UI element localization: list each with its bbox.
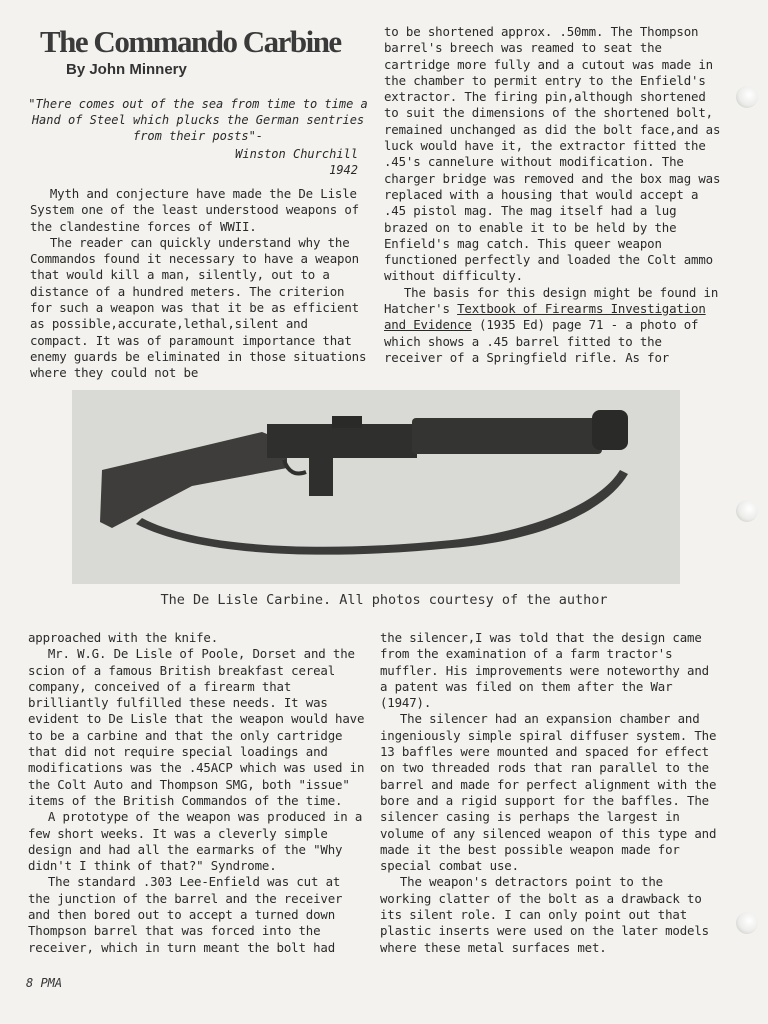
book-title: Textbook of Firearms Investigation and Evidence [384,301,706,333]
paragraph: approached with the knife. [28,630,219,645]
text-run: (1935 Ed) page 71 - a photo of which shows a .45 barrel fitted to the receiver of a Springfield rifle. As for [384,317,699,365]
text-run: The basis for this design might be found in Hatcher's [384,284,719,317]
epigraph-attribution [218,146,358,178]
right-column-bottom [380,630,720,956]
carbine-illustration [72,390,680,584]
muzzle-shape [592,410,628,450]
paragraph: Mr. W.G. De Lisle of Poole, Dorset and the scion of a famous British breakfast cereal company, conceived of a firearm that brilliantly fulfilled these needs. It was evident to De Lisle that the weapon would have to be a carbine and that the only cartridge that did not require special loadings and modifications was the .45ACP which was used in the Colt Auto and Thompson SMG, both "issue" items of the British Commandos of the time. [28,646,365,808]
paragraph: A prototype of the weapon was produced in a few short weeks. It was a cleverly simple design and had all the earmarks of the "Why didn't I think of that?" Syndrome. [28,809,363,874]
paragraph: to be shortened approx. .50mm. The Thompson barrel's breech was reamed to seat the cartridge more fully and a cutout was made in the chamber to permit entry to the Enfield's extractor. The firing pin,although shortened to suit the dimensions of the shortened bolt, remained unchanged as did the bolt face,and as luck would have it, the extractor fitted the .45's cannelure without modification. The charger bridge was removed and the box mag was replaced with a housing that would accept a .45 pistol mag. The mag itself had a lug brazed on to enable it to be held by the Enfield's mag catch. This queer weapon functioned perfectly and loaded the Colt ammo without difficulty. [384,24,721,284]
magazine-shape [309,456,333,496]
carbine-photo [72,390,680,584]
right-column-top [384,24,724,366]
epigraph-year: 1942 [329,163,358,177]
binder-hole [736,912,758,934]
silencer-shape [412,418,602,454]
bolt-shape [332,416,362,428]
left-column-top [30,186,370,382]
paragraph: The reader can quickly understand why the Commandos found it necessary to have a weapon that would kill a man, silently, out to a distance of a hundred meters. The criterion for such a weapon was that it be as efficient as possible,accurate,lethal,silent and compact. It was of paramount importance that enemy guards be eliminated in those situations where they could not be [30,234,367,381]
byline: By John Minnery [66,61,187,78]
page-footer: 8 PMA [26,976,63,990]
left-column-bottom [28,630,368,956]
receiver-shape [267,424,417,458]
paragraph: the silencer,I was told that the design came from the examination of a farm tractor's muffler. His improvements were noteworthy and a patent was filed on them after the War (1947). [380,630,709,711]
epigraph-quote: "There comes out of the sea from time to time a Hand of Steel which plucks the German sentries from their posts"- [28,97,368,143]
binder-hole [736,86,758,108]
paragraph [384,285,724,366]
paragraph: Myth and conjecture have made the De Lisle System one of the least understood weapons of the clandestine forces of WWII. [30,186,359,234]
paragraph: The standard .303 Lee-Enfield was cut at the junction of the barrel and the receiver and then bored out to accept a turned down Thompson barrel that was forced into the receiver, which in turn meant the bolt had [28,874,343,955]
photo-caption: The De Lisle Carbine. All photos courtesy of the author [160,592,608,608]
paragraph: The weapon's detractors point to the working clatter of the bolt as a drawback to its silent role. I can only point out that plastic inserts were used on the later models where these metal surfaces met. [380,874,709,955]
binder-hole [736,500,758,522]
article-title: The Commando Carbine [40,24,341,59]
paragraph: The silencer had an expansion chamber and ingeniously simple spiral diffuser system. The 13 baffles were mounted and spaced for effect on two threaded rods that ran parallel to the barrel and made for perfect alignment with the bore and a rigid support for the baffles. The silencer casing is perhaps the largest in volume of any silenced weapon of this type and made it the best possible weapon made for special combat use. [380,711,717,874]
epigraph-author: Winston Churchill [235,147,358,161]
